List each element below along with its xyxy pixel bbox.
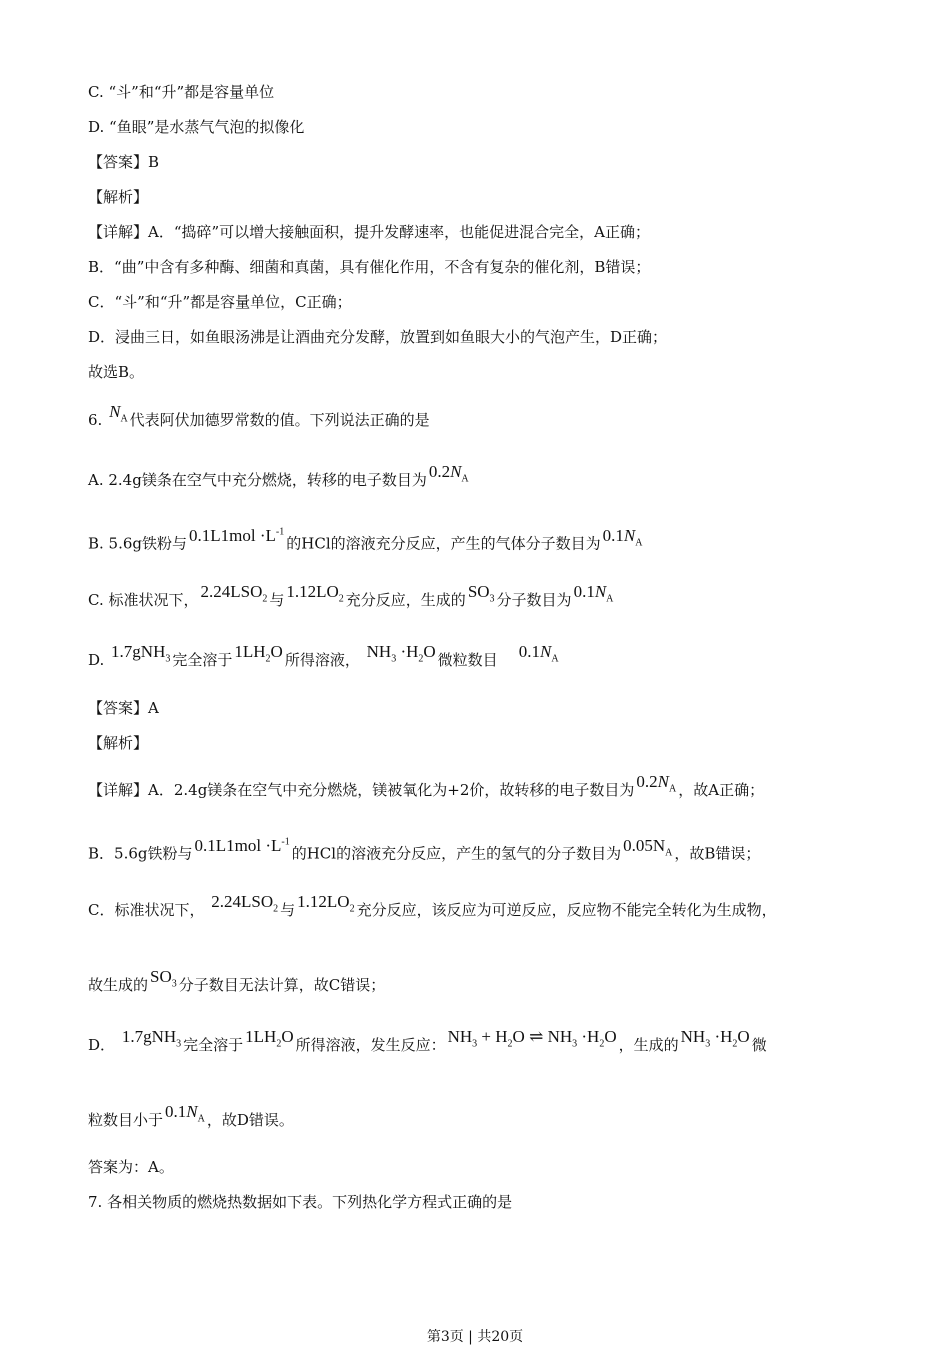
answer-label: 【答案】B xyxy=(88,153,160,171)
detail-6-d-cont: 粒数目小于 $0.1N_A$ ，故D错误。 xyxy=(88,1102,294,1129)
analysis-label: 【解析】 xyxy=(88,188,149,206)
option-d: D. “鱼眼”是水蒸气气泡的拟像化 xyxy=(88,118,305,136)
analysis-6: 【解析】 xyxy=(88,734,149,752)
detail-6-b: B．5.6g铁粉与 $0.1L1mol \cdot L^{-1}$的HCl的溶液充分反应，产生的氢气的分子数目为 $0.05N_A$ ，故B错误； xyxy=(88,835,761,863)
question-6-option-b: B. 5.6g铁粉与 $0.1L1mol \cdot L^{-1}$的HCl的溶液充分反应，产生的气体分子数目为 $0.1N_A$ xyxy=(88,525,643,553)
option-c: C. “斗”和“升”都是容量单位 xyxy=(88,83,275,101)
final-answer: 答案为：A。 xyxy=(88,1158,174,1176)
conclusion: 故选B。 xyxy=(88,363,145,381)
detail-d: D．浸曲三日，如鱼眼汤沸是让酒曲充分发酵，放置到如鱼眼大小的气泡产生，D正确； xyxy=(88,328,668,346)
detail-c: C．“斗”和“升”都是容量单位，C正确； xyxy=(88,293,352,311)
question-6-option-a: A. 2.4g镁条在空气中充分燃烧，转移的电子数目为 $0.2N_A$ xyxy=(88,462,469,489)
equilibrium-equation: $NH_3 + H_2O$ ⇌ $NH_3 \cdot H_2O$ xyxy=(447,1027,617,1050)
answer-6: 【答案】A xyxy=(88,699,159,717)
question-6-option-d: D. 1.7gNH$_3$ 完全溶于 $1LH_2O$ 所得溶液， $NH_3 \cdot H_2O$ 微粒数目 $0.1N_A$ xyxy=(88,642,559,669)
detail-6-c-cont: 故生成的 $SO_3$ 分子数目无法计算，故C错误； xyxy=(88,967,386,994)
detail-6-a: 【详解】A．2.4g镁条在空气中充分燃烧，镁被氧化为+2价，故转移的电子数目为 $0.2N_A$ ，故A正确； xyxy=(88,772,765,799)
detail-a: 【详解】A．“捣碎”可以增大接触面积，提升发酵速率，也能促进混合完全，A正确； xyxy=(88,223,651,241)
detail-6-c: C．标准状况下， $2.24LSO_2$ 与 $1.12LO_2$ 充分反应，该反应为可逆反应，反应物不能完全转化为生成物， xyxy=(88,892,777,919)
question-7-stem: 7. 各相关物质的燃烧热数据如下表。下列热化学方程式正确的是 xyxy=(88,1193,513,1211)
page-footer: 第3页 | 共20页 xyxy=(426,1329,524,1345)
detail-b: B．“曲”中含有多种酶、细菌和真菌，具有催化作用，不含有复杂的催化剂，B错误； xyxy=(88,258,651,276)
question-6-stem: 6. $N_A$ 代表阿伏加德罗常数的值。下列说法正确的是 xyxy=(88,402,430,429)
question-6-option-c: C. 标准状况下， $2.24LSO_2$ 与 $1.12LO_2$ 充分反应，生成的 $SO_3$ 分子数目为 $0.1N_A$ xyxy=(88,582,614,609)
detail-6-d: D． 1.7gNH$_3$ 完全溶于 $1LH_2O$ 所得溶液，发生反应： $NH_3 + H_2O$ ⇌ $NH_3 \cdot H_2O$ ，生成的 $NH_3 \cdot H_2O$ 微 xyxy=(88,1027,767,1054)
